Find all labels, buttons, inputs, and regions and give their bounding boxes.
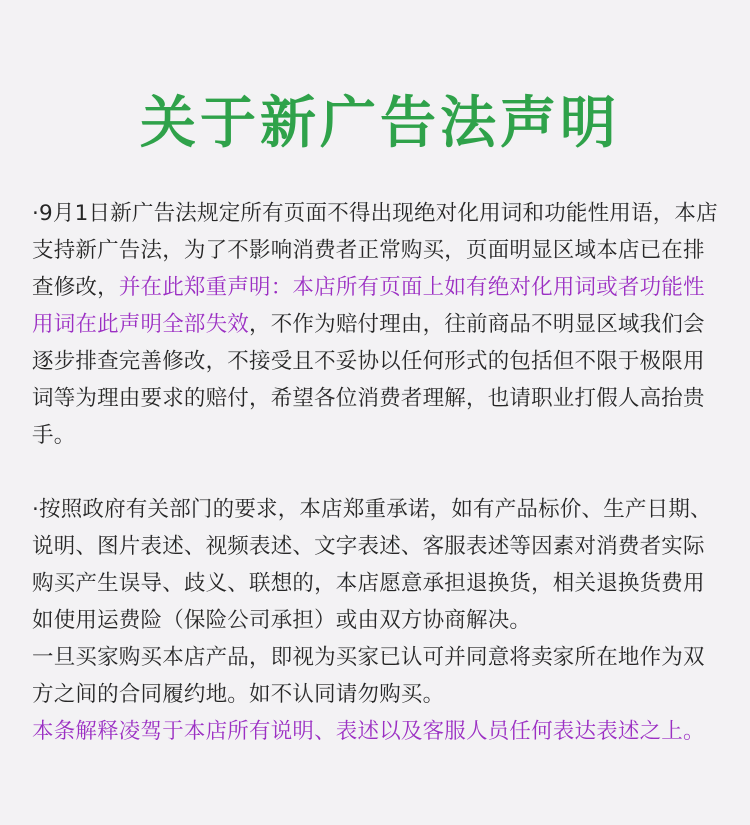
paragraph-2-line-3: 购买产生误导、歧义、联想的，本店愿意承担退换货，相关退换货费用 <box>32 571 705 596</box>
paragraph-1-line-4 <box>32 306 728 343</box>
highlighted-declaration-end: 用词在此声明全部失效 <box>32 312 250 337</box>
paragraph-1-line-3-text: 查修改， <box>32 275 119 300</box>
paragraph-1-line-5: 逐步排查完善修改，不接受且不妥协以任何形式的包括但不限于极限用 <box>32 349 705 374</box>
paragraph-1-line-4-text: ，不作为赔付理由，往前商品不明显区域我们会 <box>249 312 705 337</box>
page-title: 关于新广告法声明 <box>140 91 620 156</box>
paragraph-1-line-6: 词等为理由要求的赔付，希望各位消费者理解，也请职业打假人高抬贵 <box>32 386 705 411</box>
paragraph-2-line-2: 说明、图片表述、视频表述、文字表述、客服表述等因素对消费者实际 <box>32 534 705 559</box>
paragraph-1-line-3 <box>32 269 728 306</box>
paragraph-1-line-7: 手。 <box>32 423 76 448</box>
paragraph-2-line-4: 如使用运费险（保险公司承担）或由双方协商解决。 <box>32 608 532 633</box>
notice-paragraph-1 <box>32 195 728 454</box>
paragraph-2-line-1: ·按照政府有关部门的要求，本店郑重承诺，如有产品标价、生产日期、 <box>32 497 712 522</box>
notice-paragraph-2 <box>32 491 728 750</box>
paragraph-1-line-2: 支持新广告法，为了不影响消费者正常购买，页面明显区域本店已在排 <box>32 238 705 263</box>
paragraph-2-line-5: 一旦买家购买本店产品，即视为买家已认可并同意将卖家所在地作为双 <box>32 645 705 670</box>
notice-content <box>32 195 728 750</box>
highlighted-final-clause: 本条解释凌驾于本店所有说明、表述以及客服人员任何表达表述之上。 <box>32 719 705 744</box>
paragraph-1-line-1: ·9月1日新广告法规定所有页面不得出现绝对化用词和功能性用语，本店 <box>32 201 718 226</box>
highlighted-declaration: 并在此郑重声明：本店所有页面上如有绝对化用词或者功能性 <box>118 275 705 300</box>
paragraph-2-line-6: 方之间的合同履约地。如不认同请勿购买。 <box>32 682 445 707</box>
